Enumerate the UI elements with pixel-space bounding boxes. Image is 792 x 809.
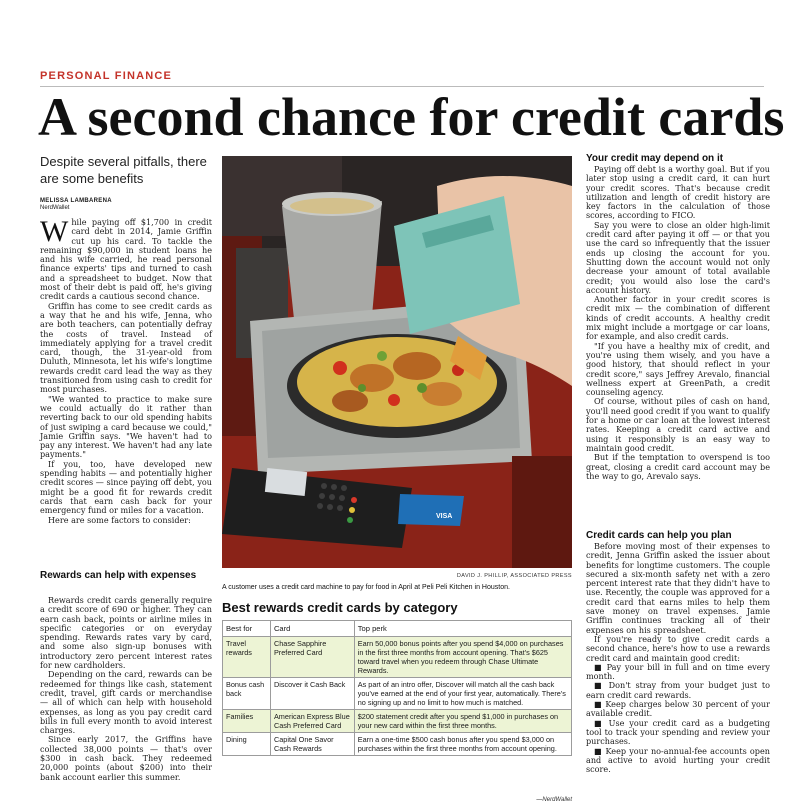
paragraph: Griffin has come to see credit cards as a way that he and his wife, Jenna, who are both teachers, can potentially defray the costs of travel. Instead of immediately applying for a travel credit card, though, the 31-year-old from Duluth, Minnesota, let his wife's longtime rewards credit card lead the way as they transitioned from using cash to credit for most purchases. [40, 300, 212, 395]
paragraph: Another factor in your credit scores is credit mix — the combination of different kinds of credit accounts. A healthy credit mix might include a mortgage or car loans, for example, and also credit cards. [586, 294, 770, 342]
subhead-plan: Credit cards can help you plan [586, 530, 732, 541]
table-header: Top perk [354, 621, 571, 637]
paragraph: If you, too, have developed new spending habits — and potentially higher credit scores — since paying off debt, you might be a good fit for rewards credit cards that earn cash back for your emergency fund or miles for a vacation. [40, 458, 212, 516]
paragraph: Rewards credit cards generally require a credit score of 690 or higher. They can earn cash back, points or airline miles in specific categories or on everyday spending. Rewards rates vary by card, and some also sign-up bonuses with introductory zero percent interest rates for new cardholders. [40, 595, 212, 671]
paragraph [40, 215, 212, 302]
column-3-bottom [586, 542, 770, 774]
bullet-item: ■ Don't stray from your budget just to earn credit card rewards. [586, 680, 770, 700]
table-cell: American Express Blue Cash Preferred Card [270, 710, 354, 733]
bullet-item: ■ Keep your no-annual-fee accounts open and active to avoid hurting your credit score. [586, 745, 770, 775]
byline-name: MELISSA LAMBARENA [40, 198, 112, 204]
paragraph: Since early 2017, the Griffins have collected 38,000 points — that's over $300 in cash back. They redeemed 20,000 points (about $200) into their bank account earlier this summer. [40, 734, 212, 782]
table-cell: Chase Sapphire Preferred Card [270, 637, 354, 678]
table-cell: Capital One Savor Cash Rewards [270, 733, 354, 756]
table-header-row [223, 621, 572, 637]
paragraph: Before moving most of their expenses to credit, Jenna Griffin asked the issuer about benefits for longtime customers. The couple secured a six-month safety net with a zero percent interest rate that they didn't have to use. Recently, the couple was approved for a credit card that earns miles to help them save money on travel expenses. Jamie Griffin continues tracking all of their expenses on his spreadsheet. [586, 541, 770, 635]
headline: A second chance for credit cards [38, 87, 785, 147]
bullet-item: ■ Pay your bill in full and on time every month. [586, 661, 770, 682]
table-cell: Travel rewards [223, 637, 271, 678]
bullet-item: ■ Keep charges below 30 percent of your available credit. [586, 699, 770, 719]
paragraph: Of course, without piles of cash on hand, you'll need good credit if you want to qualify for a home or car loan at the lowest interest rates. Keeping a credit card active and using it responsibly is an easy way to maintain good credit. [586, 396, 770, 453]
paragraph: "If you have a healthy mix of credit, and you're using them wisely, and you have a good history, that should reflect in your credit score," says Jeffrey Arevalo, financial wellness expert at GreenPath, a credit counseling agency. [586, 340, 770, 398]
table-row [223, 733, 572, 756]
table-title: Best rewards credit cards by category [222, 600, 458, 615]
table-cell: $200 statement credit after you spend $1,000 in purchases on your new card within the first three months. [354, 710, 571, 733]
paragraph: Here are some factors to consider: [48, 514, 191, 525]
table-row [223, 678, 572, 710]
table-cell: Discover it Cash Back [270, 678, 354, 710]
table-cell: Families [223, 710, 271, 733]
paragraph: But if the temptation to overspend is too great, closing a credit card account may be the way to go, Arevalo says. [586, 452, 770, 481]
paragraph: Depending on the card, rewards can be redeemed for things like cash, statement credit, travel, gift cards or merchandise — all of which can help with household expenses, as long as you pay credit card bills in full every month to avoid interest charges. [40, 669, 212, 736]
column-1-body [40, 215, 212, 525]
table-source: —NerdWallet [536, 797, 572, 803]
column-1-bottom [40, 596, 212, 782]
bullet-item: ■ Use your credit card as a budgeting tool to track your spending and review your purchases. [586, 717, 770, 747]
table-row [223, 637, 572, 678]
table-row [223, 710, 572, 733]
table-header: Best for [223, 621, 271, 637]
subhead-credit-depends: Your credit may depend on it [586, 153, 724, 164]
byline [40, 198, 212, 212]
table-cell: Bonus cash back [223, 678, 271, 710]
rewards-table [222, 620, 572, 756]
news-photo [222, 156, 572, 568]
table-cell: Earn a one-time $500 cash bonus after you spend $3,000 on purchases within the first three months from account opening. [354, 733, 571, 756]
paragraph: Say you were to close an older high-limit credit card after paying it off — or that you use the card so infrequently that the issuer ends up closing the account for you. Shutting down the account would not only decrease your amount of total available credit; you would also lose the card's account history. [586, 219, 770, 295]
deck: Despite several pitfalls, there are some benefits [40, 154, 207, 186]
paragraph-text: hile paying off $1,700 in credit card debt in 2014, Jamie Griffin cut up his card. To tackle the remaining $90,000 in student loans he and his wife carried, he read personal finance experts' tips and turned to cash and a spreadsheet to budget. Now that most of their debt is paid off, he's giving credit cards a cautious second chance. [40, 217, 212, 302]
column-3-top [586, 165, 770, 481]
table-header: Card [270, 621, 354, 637]
byline-org: NerdWallet [40, 205, 70, 211]
photo-credit: DAVID J. PHILLIP, ASSOCIATED PRESS [456, 573, 572, 579]
paragraph: Paying off debt is a worthy goal. But if you later stop using a credit card, it can hurt your credit scores. That's because credit utilization and length of credit history are key factors in the calculation of those scores, according to FICO. [586, 164, 770, 221]
dropcap: W [40, 215, 69, 248]
paragraph: "We wanted to practice to make sure we could actually do it rather than reverting back to our old spending habits of just swiping a card because we could," Jamie Griffin says. "We haven't had to pay any interest. We haven't had any late payments." [40, 393, 212, 460]
subhead-rewards: Rewards can help with expenses [40, 570, 197, 581]
table-cell: Dining [223, 733, 271, 756]
section-label: PERSONAL FINANCE [40, 70, 173, 82]
table-cell: Earn 50,000 bonus points after you spend $4,000 on purchases in the first three months from account opening. That's $625 toward travel when you redeem through Chase Ultimate Rewards. [354, 637, 571, 678]
photo-caption: A customer uses a credit card machine to pay for food in April at Peli Peli Kitchen in Houston. [222, 584, 510, 591]
paragraph: If you're ready to give credit cards a second chance, here's how to use a rewards credit card and maintain good credit: [586, 633, 770, 663]
card-brand-label: VISA [436, 513, 453, 520]
food-payment-illustration [222, 156, 572, 568]
table-cell: As part of an intro offer, Discover will match all the cash back you've earned at the end of your first year, automatically. There's no signing up and no limit to how much is matched. [354, 678, 571, 710]
